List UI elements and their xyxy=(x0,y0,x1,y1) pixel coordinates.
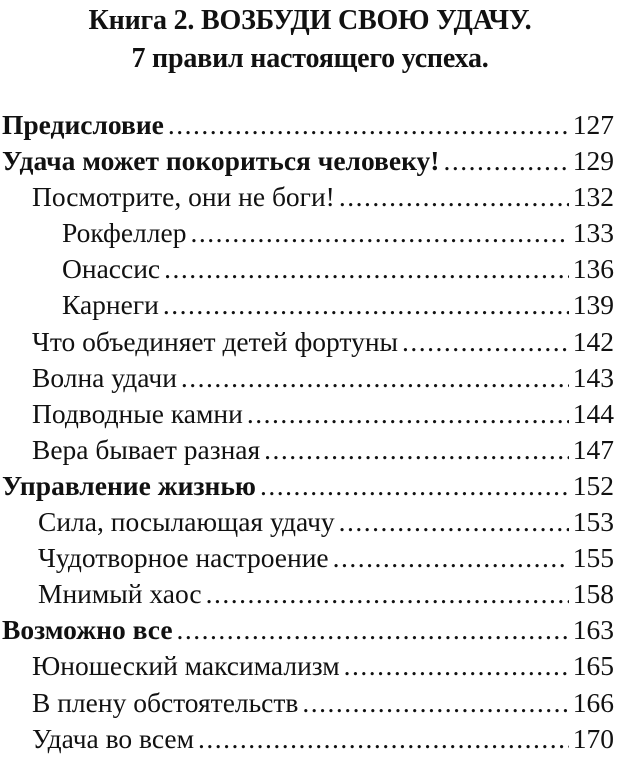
toc-entry-page: 155 xyxy=(572,542,614,574)
toc-entry[interactable] xyxy=(0,685,620,721)
toc-entry-page: 133 xyxy=(572,217,614,249)
toc-entry-title: Карнеги xyxy=(62,289,159,321)
toc-dot-leader xyxy=(181,360,569,396)
toc-entry-title: Мнимый хаос xyxy=(38,578,202,610)
toc-entry[interactable] xyxy=(0,540,620,576)
toc-entry-page: 129 xyxy=(572,145,614,177)
toc-entry-page: 143 xyxy=(572,361,614,393)
toc-entry-title: Чудотворное настроение xyxy=(38,542,329,574)
toc-dot-leader xyxy=(190,215,568,251)
book-subtitle: 7 правил настоящего успеха. xyxy=(131,43,489,74)
table-of-contents xyxy=(0,107,620,757)
toc-entry-title: Волна удачи xyxy=(32,361,177,393)
toc-entry-title: Возможно все xyxy=(2,614,173,646)
toc-dot-leader xyxy=(206,576,569,612)
toc-entry-title: Управление жизнью xyxy=(2,469,256,501)
toc-entry[interactable] xyxy=(0,396,620,432)
toc-entry-title: Удача может покориться человеку! xyxy=(2,145,440,177)
toc-entry[interactable] xyxy=(0,179,620,215)
toc-entry[interactable] xyxy=(0,468,620,504)
toc-entry-title: Посмотрите, они не боги! xyxy=(32,181,335,213)
toc-dot-leader xyxy=(247,396,569,432)
toc-entry[interactable] xyxy=(0,143,620,179)
toc-entry[interactable] xyxy=(0,251,620,287)
toc-dot-leader xyxy=(264,432,569,468)
toc-dot-leader xyxy=(344,648,569,684)
toc-entry-page: 132 xyxy=(572,181,614,213)
toc-dot-leader xyxy=(177,612,569,648)
toc-dot-leader xyxy=(339,179,569,215)
toc-dot-leader xyxy=(168,107,569,143)
toc-dot-leader xyxy=(333,540,569,576)
toc-entry-title: Вера бывает разная xyxy=(32,433,261,465)
toc-dot-leader xyxy=(339,504,569,540)
book-title: Книга 2. ВОЗБУДИ СВОЮ УДАЧУ. xyxy=(88,5,532,36)
toc-entry[interactable] xyxy=(0,107,620,143)
toc-entry[interactable] xyxy=(0,721,620,757)
toc-entry-page: 136 xyxy=(572,253,614,285)
toc-entry[interactable] xyxy=(0,215,620,251)
toc-entry-title: Сила, посылающая удачу xyxy=(38,506,335,538)
toc-entry-page: 166 xyxy=(572,686,614,718)
toc-entry-title: Онассис xyxy=(62,253,161,285)
book-header xyxy=(0,2,620,78)
toc-entry-page: 144 xyxy=(572,397,614,429)
toc-entry[interactable] xyxy=(0,648,620,684)
toc-entry-title: Удача во всем xyxy=(32,722,195,754)
toc-entry-page: 165 xyxy=(572,650,614,682)
toc-dot-leader xyxy=(302,685,568,721)
toc-entry-page: 163 xyxy=(572,614,614,646)
toc-entry-page: 170 xyxy=(572,722,614,754)
toc-dot-leader xyxy=(163,287,569,323)
toc-entry-page: 142 xyxy=(572,325,614,357)
toc-dot-leader xyxy=(443,143,568,179)
toc-entry-title: Рокфеллер xyxy=(62,217,187,249)
toc-entry-title: В плену обстоятельств xyxy=(32,686,299,718)
toc-dot-leader xyxy=(164,251,569,287)
toc-entry[interactable] xyxy=(0,504,620,540)
toc-dot-leader xyxy=(198,721,569,757)
toc-entry-page: 139 xyxy=(572,289,614,321)
toc-entry-title: Предисловие xyxy=(2,109,164,140)
toc-entry-title: Юношеский максимализм xyxy=(32,650,340,682)
toc-dot-leader xyxy=(402,324,569,360)
toc-entry[interactable] xyxy=(0,324,620,360)
toc-entry-page: 127 xyxy=(572,109,614,140)
toc-entry-page: 153 xyxy=(572,506,614,538)
toc-dot-leader xyxy=(260,468,569,504)
toc-entry-page: 147 xyxy=(572,433,614,465)
toc-entry-title: Что объединяет детей фортуны xyxy=(32,325,399,357)
toc-entry[interactable] xyxy=(0,576,620,612)
toc-entry-page: 158 xyxy=(572,578,614,610)
toc-entry-title: Подводные камни xyxy=(32,397,243,429)
toc-entry[interactable] xyxy=(0,287,620,323)
toc-entry-page: 152 xyxy=(572,469,614,501)
toc-entry[interactable] xyxy=(0,612,620,648)
toc-entry[interactable] xyxy=(0,432,620,468)
toc-entry[interactable] xyxy=(0,360,620,396)
